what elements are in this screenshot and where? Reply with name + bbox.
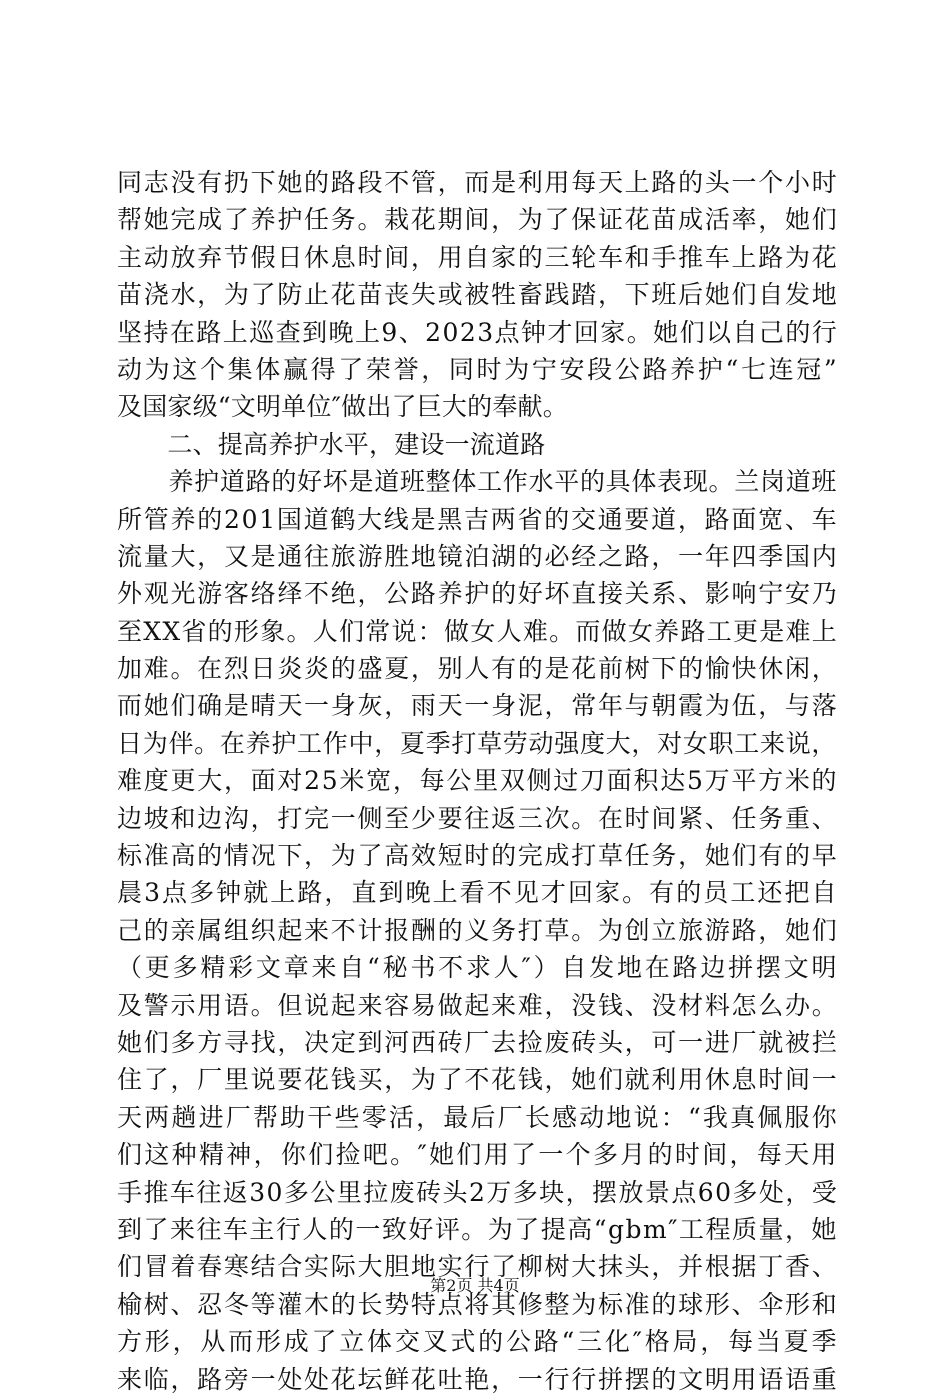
section-heading: 二、提高养护水平，建设一流道路 [117,429,546,459]
text-line: 及 警 示 用 语 。 但 说 起 来 容 易 做 起 来 难 ， 没 钱 、 没 材 料 怎 么 办 。 [117,990,837,1020]
text-line: 动 为 这 个 集 体 赢 得 了 荣 誉 ， 同 时 为 宁 安 段 公 路 养 护 “ 七 连 冠 ” [117,354,837,384]
text-line: 到 了 来 往 车 主 行 人 的 一 致 好 评 。 为 了 提 高 “ g b m ″ 工 程 质 量 ， 她 [117,1214,837,1244]
text-line: 同 志 没 有 扔 下 她 的 路 段 不 管 ， 而 是 利 用 每 天 上 路 的 头 一 个 小 时 [117,168,837,197]
text-line: 所 管 养 的 2 0 1 国 道 鹤 大 线 是 黑 吉 两 省 的 交 通 要 道 ， 路 面 宽 、 车 [117,504,837,534]
text-line: 晨 3 点 多 钟 就 上 路 ， 直 到 晚 上 看 不 见 才 回 家 。 有 的 员 工 还 把 自 [117,878,837,908]
text-line: 住 了 ， 厂 里 说 要 花 钱 买 ， 为 了 不 花 钱 ， 她 们 就 利 用 休 息 时 间 一 [117,1065,837,1095]
text-line: 至 X X 省 的 形 象 。 人 们 常 说 ： 做 女 人 难 。 而 做 女 养 路 工 更 是 难 上 [117,616,837,646]
text-line: 坚 持 在 路 上 巡 查 到 晚 上 9 、 2 0 2 3 点 钟 才 回 家 。 她 们 以 自 己 的 行 [117,317,837,347]
text-line: 们 冒 着 春 寒 结 合 实 际 大 胆 地 实 行 了 柳 树 大 抹 头 ， 并 根 据 丁 香 、 [117,1252,837,1282]
text-line: 外 观 光 游 客 络 绎 不 绝 ， 公 路 养 护 的 好 坏 直 接 关 系 、 影 响 宁 安 乃 [117,579,837,609]
page-number-footer: 第2页 共4页 [430,1276,520,1295]
text-line: 她 们 多 方 寻 找 ， 决 定 到 河 西 砖 厂 去 捡 废 砖 头 ， 可 一 进 厂 就 被 拦 [117,1027,837,1057]
text-line: 加 难 。 在 烈 日 炎 炎 的 盛 夏 ， 别 人 有 的 是 花 前 树 下 的 愉 快 休 闲 ， [117,654,837,684]
text-line: 标 准 高 的 情 况 下 ， 为 了 高 效 短 时 的 完 成 打 草 任 务 ， 她 们 有 的 早 [117,841,837,871]
text-line: 流 量 大 ， 又 是 通 往 旅 游 胜 地 镜 泊 湖 的 必 经 之 路 ， 一 年 四 季 国 内 [117,541,837,571]
text-line: 及国家级“文明单位″做出了巨大的奉献。 [117,392,568,422]
text-line: 天 两 趟 进 厂 帮 助 干 些 零 活 ， 最 后 厂 长 感 动 地 说 ： “ 我 真 佩 服 你 [117,1102,837,1132]
text-line: 己 的 亲 属 组 织 起 来 不 计 报 酬 的 义 务 打 草 。 为 创 立 旅 游 路 ， 她 们 [117,915,837,945]
text-line: 而 她 们 确 是 晴 天 一 身 灰 ， 雨 天 一 身 泥 ， 常 年 与 朝 霞 为 伍 ， 与 落 [117,691,837,721]
document-body [117,164,837,1398]
text-line: 来 临 ， 路 旁 一 处 处 花 坛 鲜 花 吐 艳 ， 一 行 行 拼 摆 的 文 明 用 语 语 重 [117,1364,837,1394]
text-line: 主 动 放 弃 节 假 日 休 息 时 间 ， 用 自 家 的 三 轮 车 和 手 推 车 上 路 为 花 [117,242,837,272]
text-line: 难 度 更 大 ， 面 对 2 5 米 宽 ， 每 公 里 双 侧 过 刀 面 积 达 5 万 平 方 米 的 [117,766,837,796]
text-line: 帮 她 完 成 了 养 护 任 务 。 栽 花 期 间 ， 为 了 保 证 花 苗 成 活 率 ， 她 们 [117,205,837,235]
text-line: 日 为 伴 。 在 养 护 工 作 中 ， 夏 季 打 草 劳 动 强 度 大 ， 对 女 职 工 来 说 ， [117,728,837,758]
text-line: （ 更 多 精 彩 文 章 来 自 “ 秘 书 不 求 人 ″ ） 自 发 地 在 路 边 拼 摆 文 明 [117,953,837,983]
text-line: 们 这 种 精 神 ， 你 们 捡 吧 。 ″ 她 们 用 了 一 个 多 月 的 时 间 ， 每 天 用 [117,1140,837,1170]
text-line: 边 坡 和 边 沟 ， 打 完 一 侧 至 少 要 往 返 三 次 。 在 时 间 紧 、 任 务 重 、 [117,803,837,833]
text-line: 方 形 ， 从 而 形 成 了 立 体 交 叉 式 的 公 路 “ 三 化 ″ 格 局 ， 每 当 夏 季 [117,1327,837,1357]
text-line: 手 推 车 往 返 3 0 多 公 里 拉 废 砖 头 2 万 多 块 ， 摆 放 景 点 6 0 多 处 ， 受 [117,1177,837,1207]
text-line: 苗 浇 水 ， 为 了 防 止 花 苗 丧 失 或 被 牲 畜 践 踏 ， 下 班 后 她 们 自 发 地 [117,280,837,310]
text-line: 榆 树 、 忍 冬 等 灌 木 的 长 势 特 点 将 其 修 整 为 标 准 的 球 形 、 伞 形 和 [117,1289,837,1319]
text-line: 养 护 道 路 的 好 坏 是 道 班 整 体 工 作 水 平 的 具 体 表 现 。 兰 岗 道 班 [168,467,837,497]
